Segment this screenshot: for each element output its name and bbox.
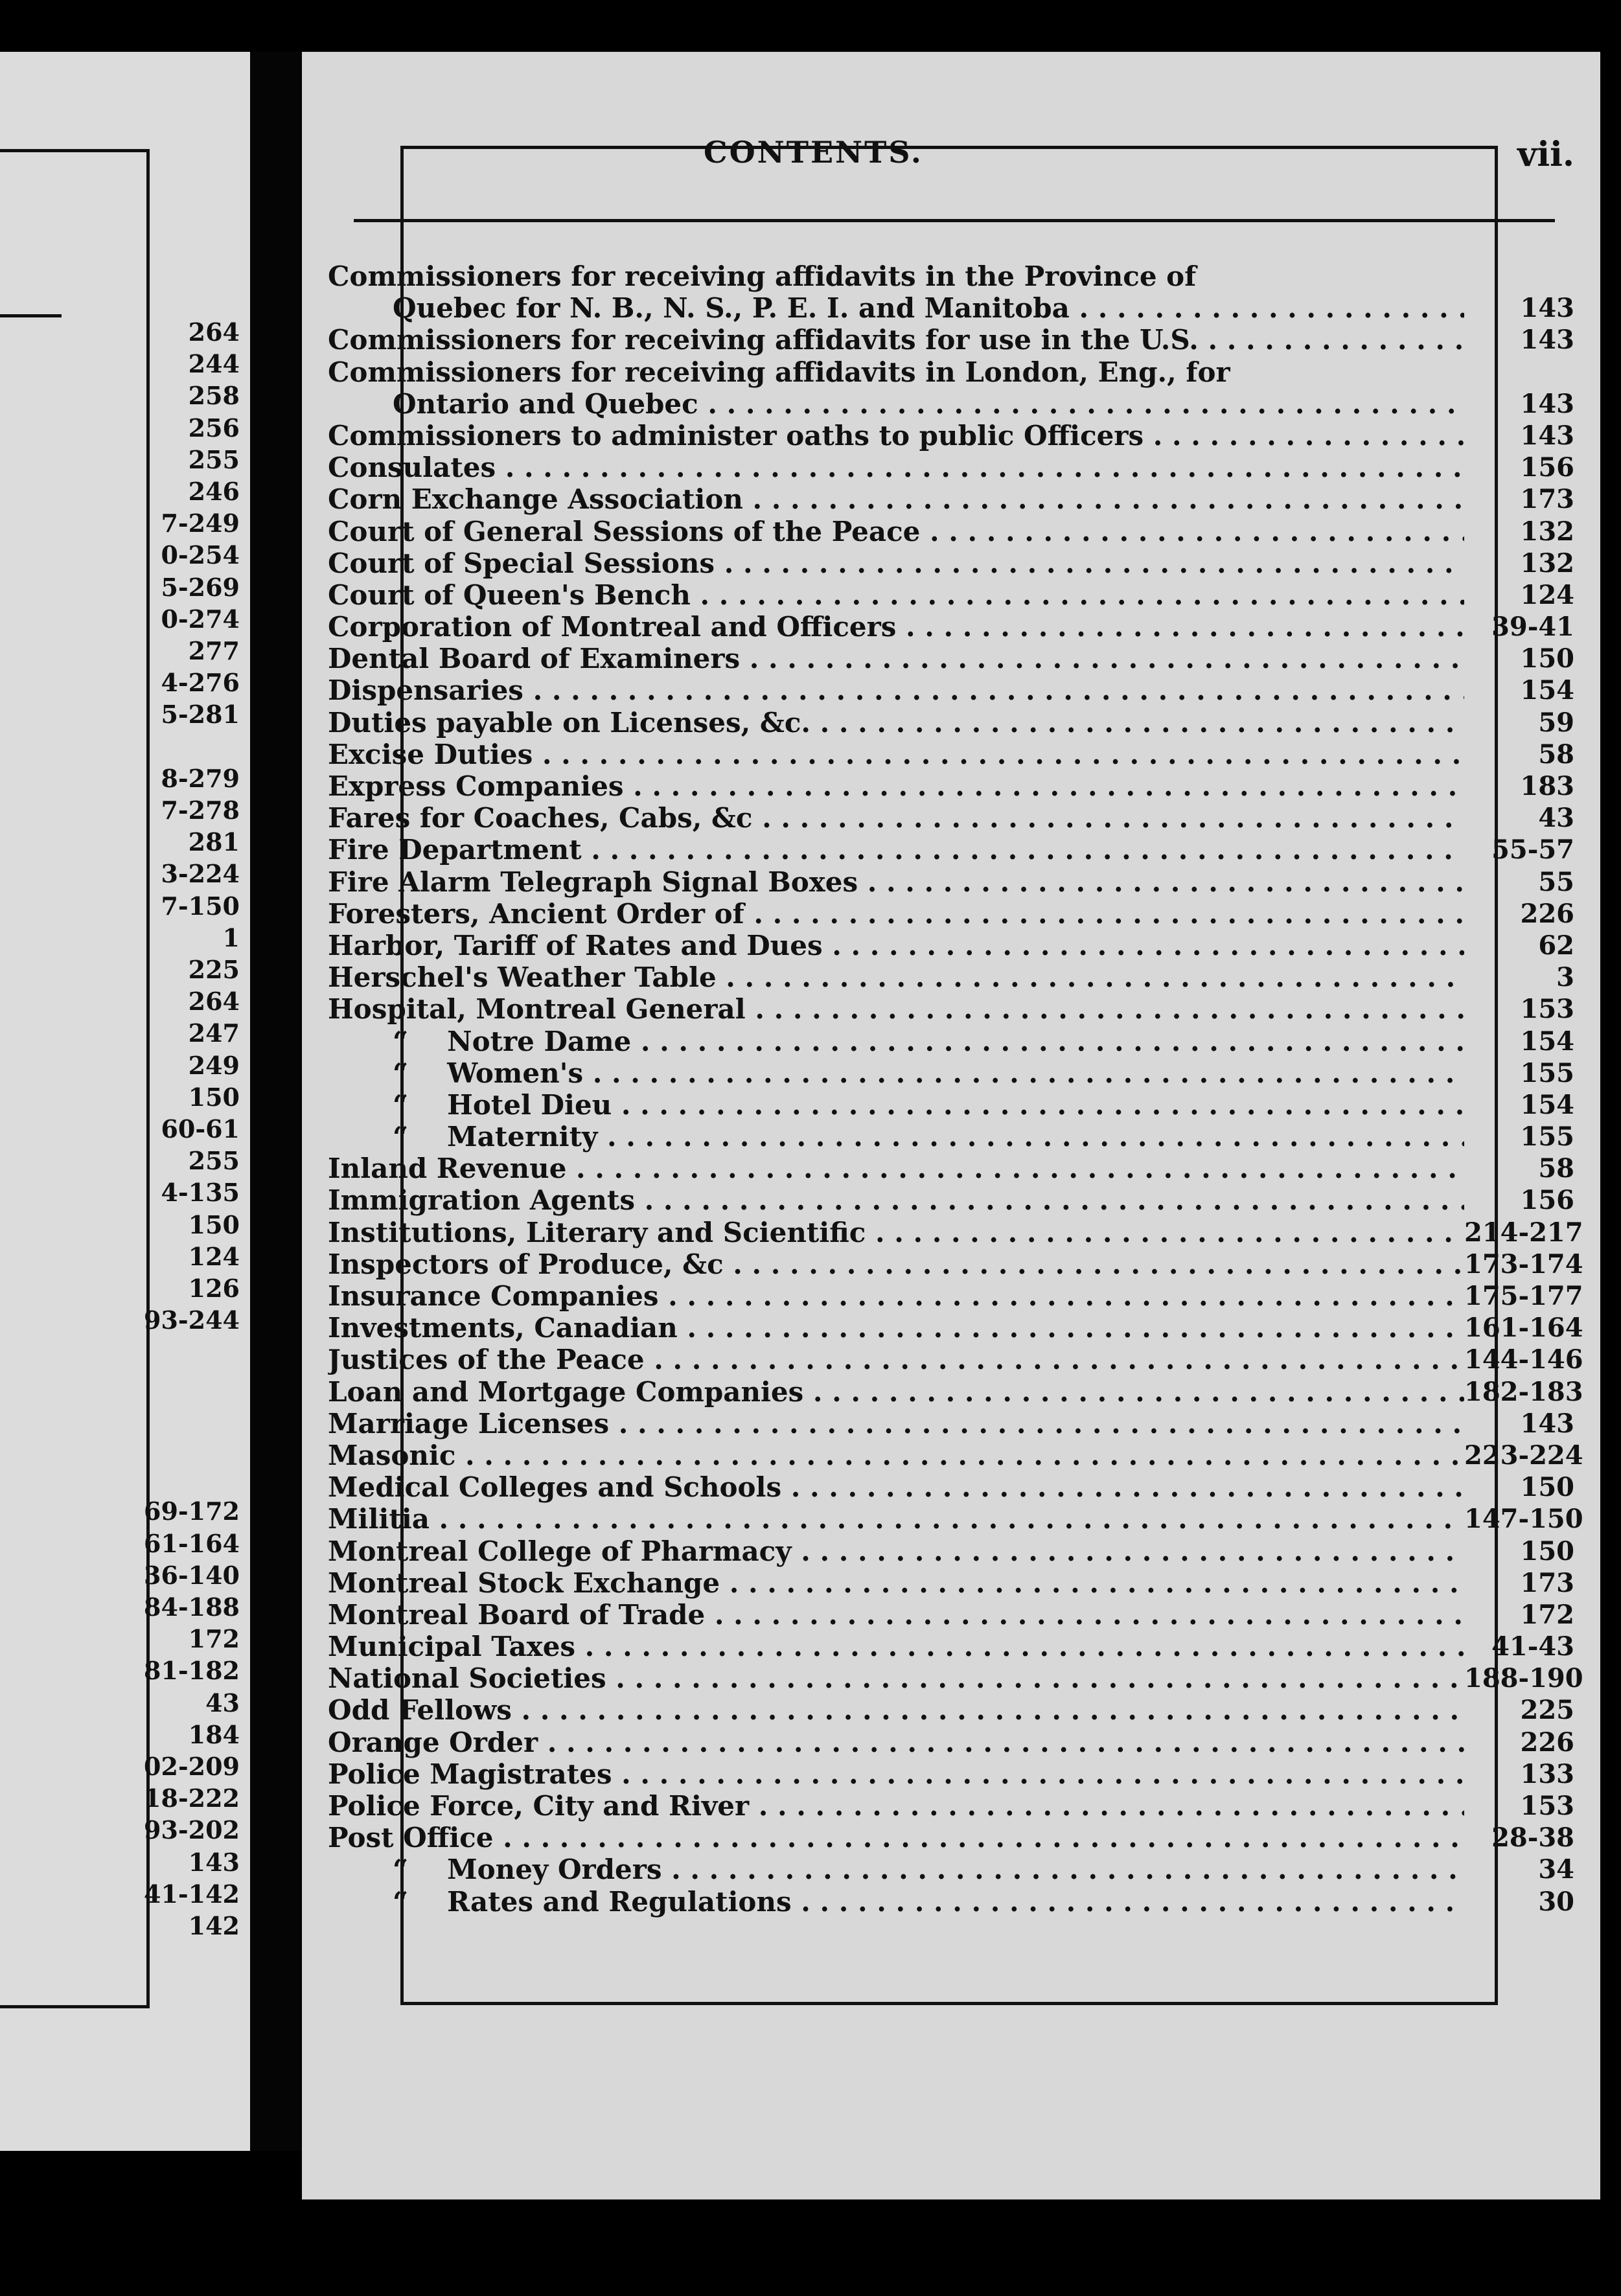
entry-label [328, 1599, 1464, 1631]
entry-page-ref: 43 [1538, 803, 1574, 834]
entry-page-ref: 62 [1538, 930, 1574, 961]
left-page-number: 5-269 [161, 572, 240, 602]
entry-label [328, 1758, 1464, 1790]
entry-text: Corporation of Montreal and Officers [328, 611, 897, 643]
contents-entry [328, 1471, 1574, 1503]
left-page-frame [0, 149, 150, 2008]
entry-label [328, 1727, 1464, 1758]
entry-page-ref: 143 [1520, 1408, 1574, 1439]
entry-page-ref: 3 [1556, 962, 1574, 993]
entry-page-ref: 156 [1520, 1185, 1574, 1216]
contents-entry [328, 1121, 1574, 1153]
entry-text: Commissioners to administer oaths to public Officers [328, 419, 1144, 452]
entry-label [328, 483, 1464, 515]
left-page-number: 249 [188, 1050, 240, 1080]
entry-label [328, 1822, 1464, 1854]
contents-entry [328, 1312, 1583, 1344]
contents-entry [328, 1758, 1574, 1790]
entry-text: Montreal Stock Exchange [328, 1567, 720, 1599]
contents-entry [328, 452, 1574, 483]
entry-page-ref: 172 [1520, 1599, 1574, 1630]
entry-text: Investments, Canadian [328, 1312, 678, 1344]
left-page-number: 18-222 [144, 1784, 240, 1813]
entry-label [328, 1567, 1464, 1599]
left-page-number: 7-150 [161, 891, 240, 921]
left-page-rule [0, 314, 62, 317]
ditto-mark: “ [393, 1057, 409, 1089]
contents-list [328, 260, 1583, 1918]
page-header [302, 135, 1600, 187]
entry-page-ref: 150 [1520, 643, 1574, 674]
entry-text: Foresters, Ancient Order of [328, 897, 744, 930]
entry-text: Fares for Coaches, Cabs, &c [328, 802, 753, 834]
left-page-number: 43 [205, 1688, 240, 1717]
entry-text: Post Office [328, 1822, 494, 1854]
entry-text: Loan and Mortgage Companies [328, 1375, 804, 1408]
entry-page-ref: 150 [1520, 1535, 1574, 1567]
left-page-number: 244 [188, 349, 240, 379]
contents-entry [328, 1727, 1574, 1758]
entry-text: Dental Board of Examiners [328, 643, 741, 675]
contents-entry [328, 611, 1574, 643]
left-page-number: 255 [188, 444, 240, 474]
contents-entry [328, 739, 1574, 770]
entry-page-ref: 161-164 [1464, 1313, 1583, 1344]
contents-entry [328, 292, 1574, 324]
left-page-number: 61-164 [144, 1528, 240, 1558]
entry-page-ref: 124 [1520, 579, 1574, 610]
entry-text: Institutions, Literary and Scientific [328, 1216, 866, 1248]
entry-label [328, 834, 1464, 866]
left-page-number: 84-188 [144, 1592, 240, 1622]
entry-page-ref: 55 [1538, 866, 1574, 897]
left-page-number: 4-276 [161, 668, 240, 698]
contents-entry [328, 324, 1574, 356]
left-page-number: 02-209 [144, 1752, 240, 1781]
entry-label [328, 802, 1464, 834]
entry-page-ref: 182-183 [1464, 1376, 1583, 1407]
entry-page-ref: 173-174 [1464, 1248, 1583, 1280]
entry-page-ref: 58 [1538, 1153, 1574, 1184]
entry-text: Maternity [447, 1121, 598, 1153]
entry-text: Immigration Agents [328, 1184, 635, 1217]
entry-page-ref: 155 [1520, 1057, 1574, 1088]
entry-label [328, 1344, 1464, 1375]
entry-text: Marriage Licenses [328, 1407, 610, 1440]
ditto-mark: “ [393, 1885, 409, 1918]
contents-entry [328, 1344, 1583, 1376]
entry-text: Women's [447, 1057, 584, 1089]
entry-text: Hospital, Montreal General [328, 993, 746, 1026]
entry-text: Quebec for N. B., N. S., P. E. I. and Manitoba [393, 292, 1070, 325]
entry-label [328, 1248, 1464, 1280]
entry-label [328, 674, 1464, 706]
left-page-number: 281 [188, 827, 240, 857]
contents-entry [328, 1089, 1574, 1121]
contents-entry [328, 388, 1574, 420]
entry-text: Odd Fellows [328, 1694, 512, 1727]
contents-entry [328, 1439, 1583, 1471]
left-page-number: 3-224 [161, 859, 240, 889]
entry-text: Commissioners for receiving affidavits in London, Eng., for [328, 356, 1230, 388]
entry-label [328, 1440, 1464, 1471]
entry-page-ref: 55-57 [1491, 834, 1574, 866]
entry-page-ref: 154 [1520, 1026, 1574, 1057]
book-gutter [250, 52, 302, 2151]
entry-label [328, 1790, 1464, 1822]
entry-page-ref: 147-150 [1464, 1504, 1583, 1535]
entry-text: Court of Queen's Bench [328, 579, 691, 611]
entry-page-ref: 58 [1538, 739, 1574, 770]
entry-label [328, 1089, 1464, 1121]
entry-page-ref: 225 [1520, 1695, 1574, 1726]
entry-page-ref: 173 [1520, 1567, 1574, 1598]
entry-page-ref: 143 [1520, 420, 1574, 451]
contents-entry [328, 1886, 1574, 1918]
entry-text: Montreal College of Pharmacy [328, 1535, 792, 1567]
contents-entry [328, 420, 1574, 452]
contents-page [302, 52, 1600, 2199]
left-page-number: 225 [188, 955, 240, 984]
ditto-mark: “ [393, 1088, 409, 1121]
entry-page-ref: 223-224 [1464, 1440, 1583, 1471]
contents-entry [328, 1216, 1583, 1248]
entry-label [328, 1153, 1464, 1184]
entry-text: Excise Duties [328, 738, 533, 770]
left-page-number: 1 [222, 923, 240, 952]
contents-entry [328, 993, 1574, 1025]
entry-text: Municipal Taxes [328, 1631, 576, 1663]
contents-entry [328, 1854, 1574, 1885]
entry-label [328, 388, 1464, 420]
entry-text: Commissioners for receiving affidavits for use in the U.S. [328, 324, 1199, 356]
contents-entry [328, 356, 1574, 388]
contents-entry [328, 834, 1574, 866]
contents-entry [328, 674, 1574, 706]
contents-entry [328, 260, 1574, 292]
entry-label [328, 1280, 1464, 1312]
contents-entry [328, 579, 1574, 611]
left-page-number: 258 [188, 381, 240, 411]
entry-label [328, 1886, 1464, 1918]
left-page-number: 36-140 [144, 1560, 240, 1590]
entry-text: Orange Order [328, 1726, 538, 1758]
entry-text: Insurance Companies [328, 1280, 659, 1312]
entry-label [328, 1057, 1464, 1089]
left-page-number: 60-61 [161, 1114, 240, 1143]
contents-entry [328, 1535, 1574, 1567]
entry-page-ref: 214-217 [1464, 1217, 1583, 1248]
left-page-number: 256 [188, 413, 240, 442]
left-page-number: 246 [188, 477, 240, 506]
left-page-number: 247 [188, 1018, 240, 1048]
entry-text: Money Orders [447, 1854, 662, 1886]
contents-entry [328, 483, 1574, 515]
left-page-number: 0-274 [161, 604, 240, 634]
entry-page-ref: 226 [1520, 1727, 1574, 1758]
entry-text: Hotel Dieu [447, 1088, 612, 1121]
entry-page-ref: 143 [1520, 388, 1574, 419]
contents-entry [328, 643, 1574, 674]
entry-text: Police Force, City and River [328, 1790, 750, 1822]
entry-label [328, 579, 1464, 611]
contents-entry [328, 866, 1574, 898]
left-page-number: 8-279 [161, 763, 240, 793]
entry-label [328, 611, 1464, 643]
contents-entry [328, 1631, 1574, 1662]
left-page-number: 264 [188, 317, 240, 347]
left-page-number: 124 [188, 1241, 240, 1271]
entry-page-ref: 188-190 [1464, 1663, 1583, 1694]
entry-page-ref: 175-177 [1464, 1281, 1583, 1311]
entry-label [328, 1535, 1464, 1567]
entry-text: Commissioners for receiving affidavits in the Province of [328, 260, 1197, 292]
entry-page-ref: 226 [1520, 898, 1574, 929]
left-page [0, 52, 250, 2151]
entry-page-ref: 154 [1520, 1089, 1574, 1120]
entry-label [328, 420, 1464, 452]
entry-page-ref: 143 [1520, 293, 1574, 324]
entry-page-ref: 59 [1538, 707, 1574, 738]
entry-page-ref: 173 [1520, 484, 1574, 515]
entry-label [328, 898, 1464, 930]
entry-label [328, 1854, 1464, 1885]
entry-label [328, 739, 1464, 770]
entry-text: Medical Colleges and Schools [328, 1471, 782, 1504]
entry-text: Duties payable on Licenses, &c. [328, 706, 811, 739]
entry-label [328, 1376, 1464, 1408]
left-page-number: 126 [188, 1274, 240, 1303]
entry-page-ref: 41-43 [1491, 1631, 1574, 1662]
left-page-number: 0-254 [161, 540, 240, 570]
entry-page-ref: 132 [1520, 516, 1574, 547]
left-page-number: 255 [188, 1146, 240, 1176]
page-title: CONTENTS. [704, 135, 923, 170]
entry-text: Consulates [328, 452, 496, 484]
entry-text: Herschel's Weather Table [328, 961, 717, 994]
entry-label [328, 1408, 1464, 1440]
ditto-mark: “ [393, 1025, 409, 1057]
left-page-number: 41-142 [144, 1879, 240, 1909]
entry-page-ref: 30 [1538, 1886, 1574, 1917]
entry-text: Express Companies [328, 770, 624, 802]
entry-text: Corn Exchange Association [328, 483, 743, 516]
entry-label [328, 930, 1464, 961]
ditto-mark: “ [393, 1854, 409, 1886]
contents-entry [328, 930, 1574, 961]
contents-entry [328, 1375, 1583, 1408]
contents-entry [328, 1057, 1574, 1089]
left-page-number: 7-278 [161, 796, 240, 825]
left-page-number: 172 [188, 1624, 240, 1654]
entry-text: Notre Dame [447, 1025, 632, 1057]
ditto-mark: “ [393, 1121, 409, 1153]
left-page-number: 264 [188, 987, 240, 1016]
contents-entry [328, 1248, 1583, 1280]
left-page-number: 93-244 [144, 1305, 240, 1335]
left-page-number: 81-182 [144, 1656, 240, 1686]
entry-label [328, 1312, 1464, 1344]
entry-page-ref: 133 [1520, 1758, 1574, 1789]
left-page-number: 143 [188, 1847, 240, 1877]
contents-entry [328, 770, 1574, 802]
entry-label [328, 1631, 1464, 1662]
entry-label [328, 516, 1464, 547]
entry-text: Dispensaries [328, 674, 523, 707]
entry-page-ref: 153 [1520, 994, 1574, 1025]
contents-entry [328, 707, 1574, 739]
entry-page-ref: 154 [1520, 675, 1574, 706]
entry-label [328, 1184, 1464, 1216]
contents-entry [328, 802, 1574, 834]
left-page-number: 277 [188, 636, 240, 665]
entry-page-ref: 153 [1520, 1791, 1574, 1821]
entry-text: Court of Special Sessions [328, 547, 715, 579]
contents-entry [328, 1567, 1574, 1599]
contents-entry [328, 1694, 1574, 1726]
entry-page-ref: 34 [1538, 1854, 1574, 1885]
entry-label [328, 1471, 1464, 1503]
contents-entry [328, 547, 1574, 579]
contents-entry [328, 1153, 1574, 1184]
entry-text: Masonic [328, 1439, 456, 1471]
entry-page-ref: 183 [1520, 771, 1574, 801]
entry-text: Fire Department [328, 834, 582, 866]
left-page-number: 150 [188, 1210, 240, 1239]
entry-label [328, 324, 1464, 356]
entry-text: Fire Alarm Telegraph Signal Boxes [328, 866, 858, 898]
entry-page-ref: 143 [1520, 325, 1574, 356]
entry-label [328, 1217, 1464, 1248]
contents-entry [328, 1662, 1583, 1695]
entry-text: Harbor, Tariff of Rates and Dues [328, 929, 823, 961]
entry-label [328, 1026, 1464, 1057]
entry-page-ref: 28-38 [1491, 1822, 1574, 1854]
entry-page-ref: 39-41 [1491, 612, 1574, 643]
left-page-number: 5-281 [161, 700, 240, 729]
entry-label [328, 547, 1464, 579]
entry-text: Montreal Board of Trade [328, 1598, 706, 1631]
entry-text: Justices of the Peace [328, 1344, 645, 1376]
entry-label [328, 1662, 1464, 1694]
entry-text: Ontario and Quebec [393, 387, 698, 420]
contents-entry [328, 1280, 1583, 1312]
entry-label [328, 643, 1464, 674]
left-page-number: 93-202 [144, 1815, 240, 1845]
entry-page-ref: 150 [1520, 1472, 1574, 1503]
contents-entry [328, 1026, 1574, 1057]
entry-page-ref: 155 [1520, 1121, 1574, 1153]
left-page-number: 142 [188, 1911, 240, 1940]
contents-entry [328, 1790, 1574, 1822]
entry-label [328, 356, 1464, 388]
entry-text: Court of General Sessions of the Peace [328, 515, 921, 547]
contents-entry [328, 516, 1574, 547]
entry-label [328, 1503, 1464, 1535]
left-page-number: 7-249 [161, 509, 240, 538]
entry-page-ref: 156 [1520, 452, 1574, 483]
entry-page-ref: 132 [1520, 547, 1574, 579]
entry-text: Inspectors of Produce, &c [328, 1248, 724, 1280]
entry-label [328, 1694, 1464, 1726]
entry-page-ref: 144-146 [1464, 1344, 1583, 1375]
entry-text: National Societies [328, 1662, 606, 1695]
entry-text: Inland Revenue [328, 1153, 567, 1185]
entry-label [328, 1121, 1464, 1153]
left-page-number: 69-172 [144, 1497, 240, 1526]
contents-entry [328, 1503, 1583, 1535]
contents-entry [328, 898, 1574, 930]
contents-entry [328, 1599, 1574, 1631]
contents-entry [328, 1408, 1574, 1440]
entry-label [328, 961, 1464, 993]
contents-entry [328, 1822, 1574, 1854]
entry-label [328, 260, 1464, 292]
contents-entry [328, 961, 1574, 993]
entry-label [328, 770, 1464, 802]
left-page-number: 150 [188, 1082, 240, 1112]
header-rule [354, 219, 1555, 222]
entry-label [328, 993, 1464, 1025]
entry-label [328, 292, 1464, 324]
contents-entry [328, 1184, 1574, 1216]
left-page-number: 184 [188, 1719, 240, 1749]
page-number: vii. [1517, 135, 1574, 174]
entry-text: Rates and Regulations [447, 1885, 792, 1918]
left-page-number: 4-135 [161, 1178, 240, 1208]
entry-text: Militia [328, 1503, 430, 1535]
entry-text: Police Magistrates [328, 1758, 612, 1790]
entry-label [328, 452, 1464, 483]
entry-label [328, 866, 1464, 898]
entry-label [328, 707, 1464, 739]
